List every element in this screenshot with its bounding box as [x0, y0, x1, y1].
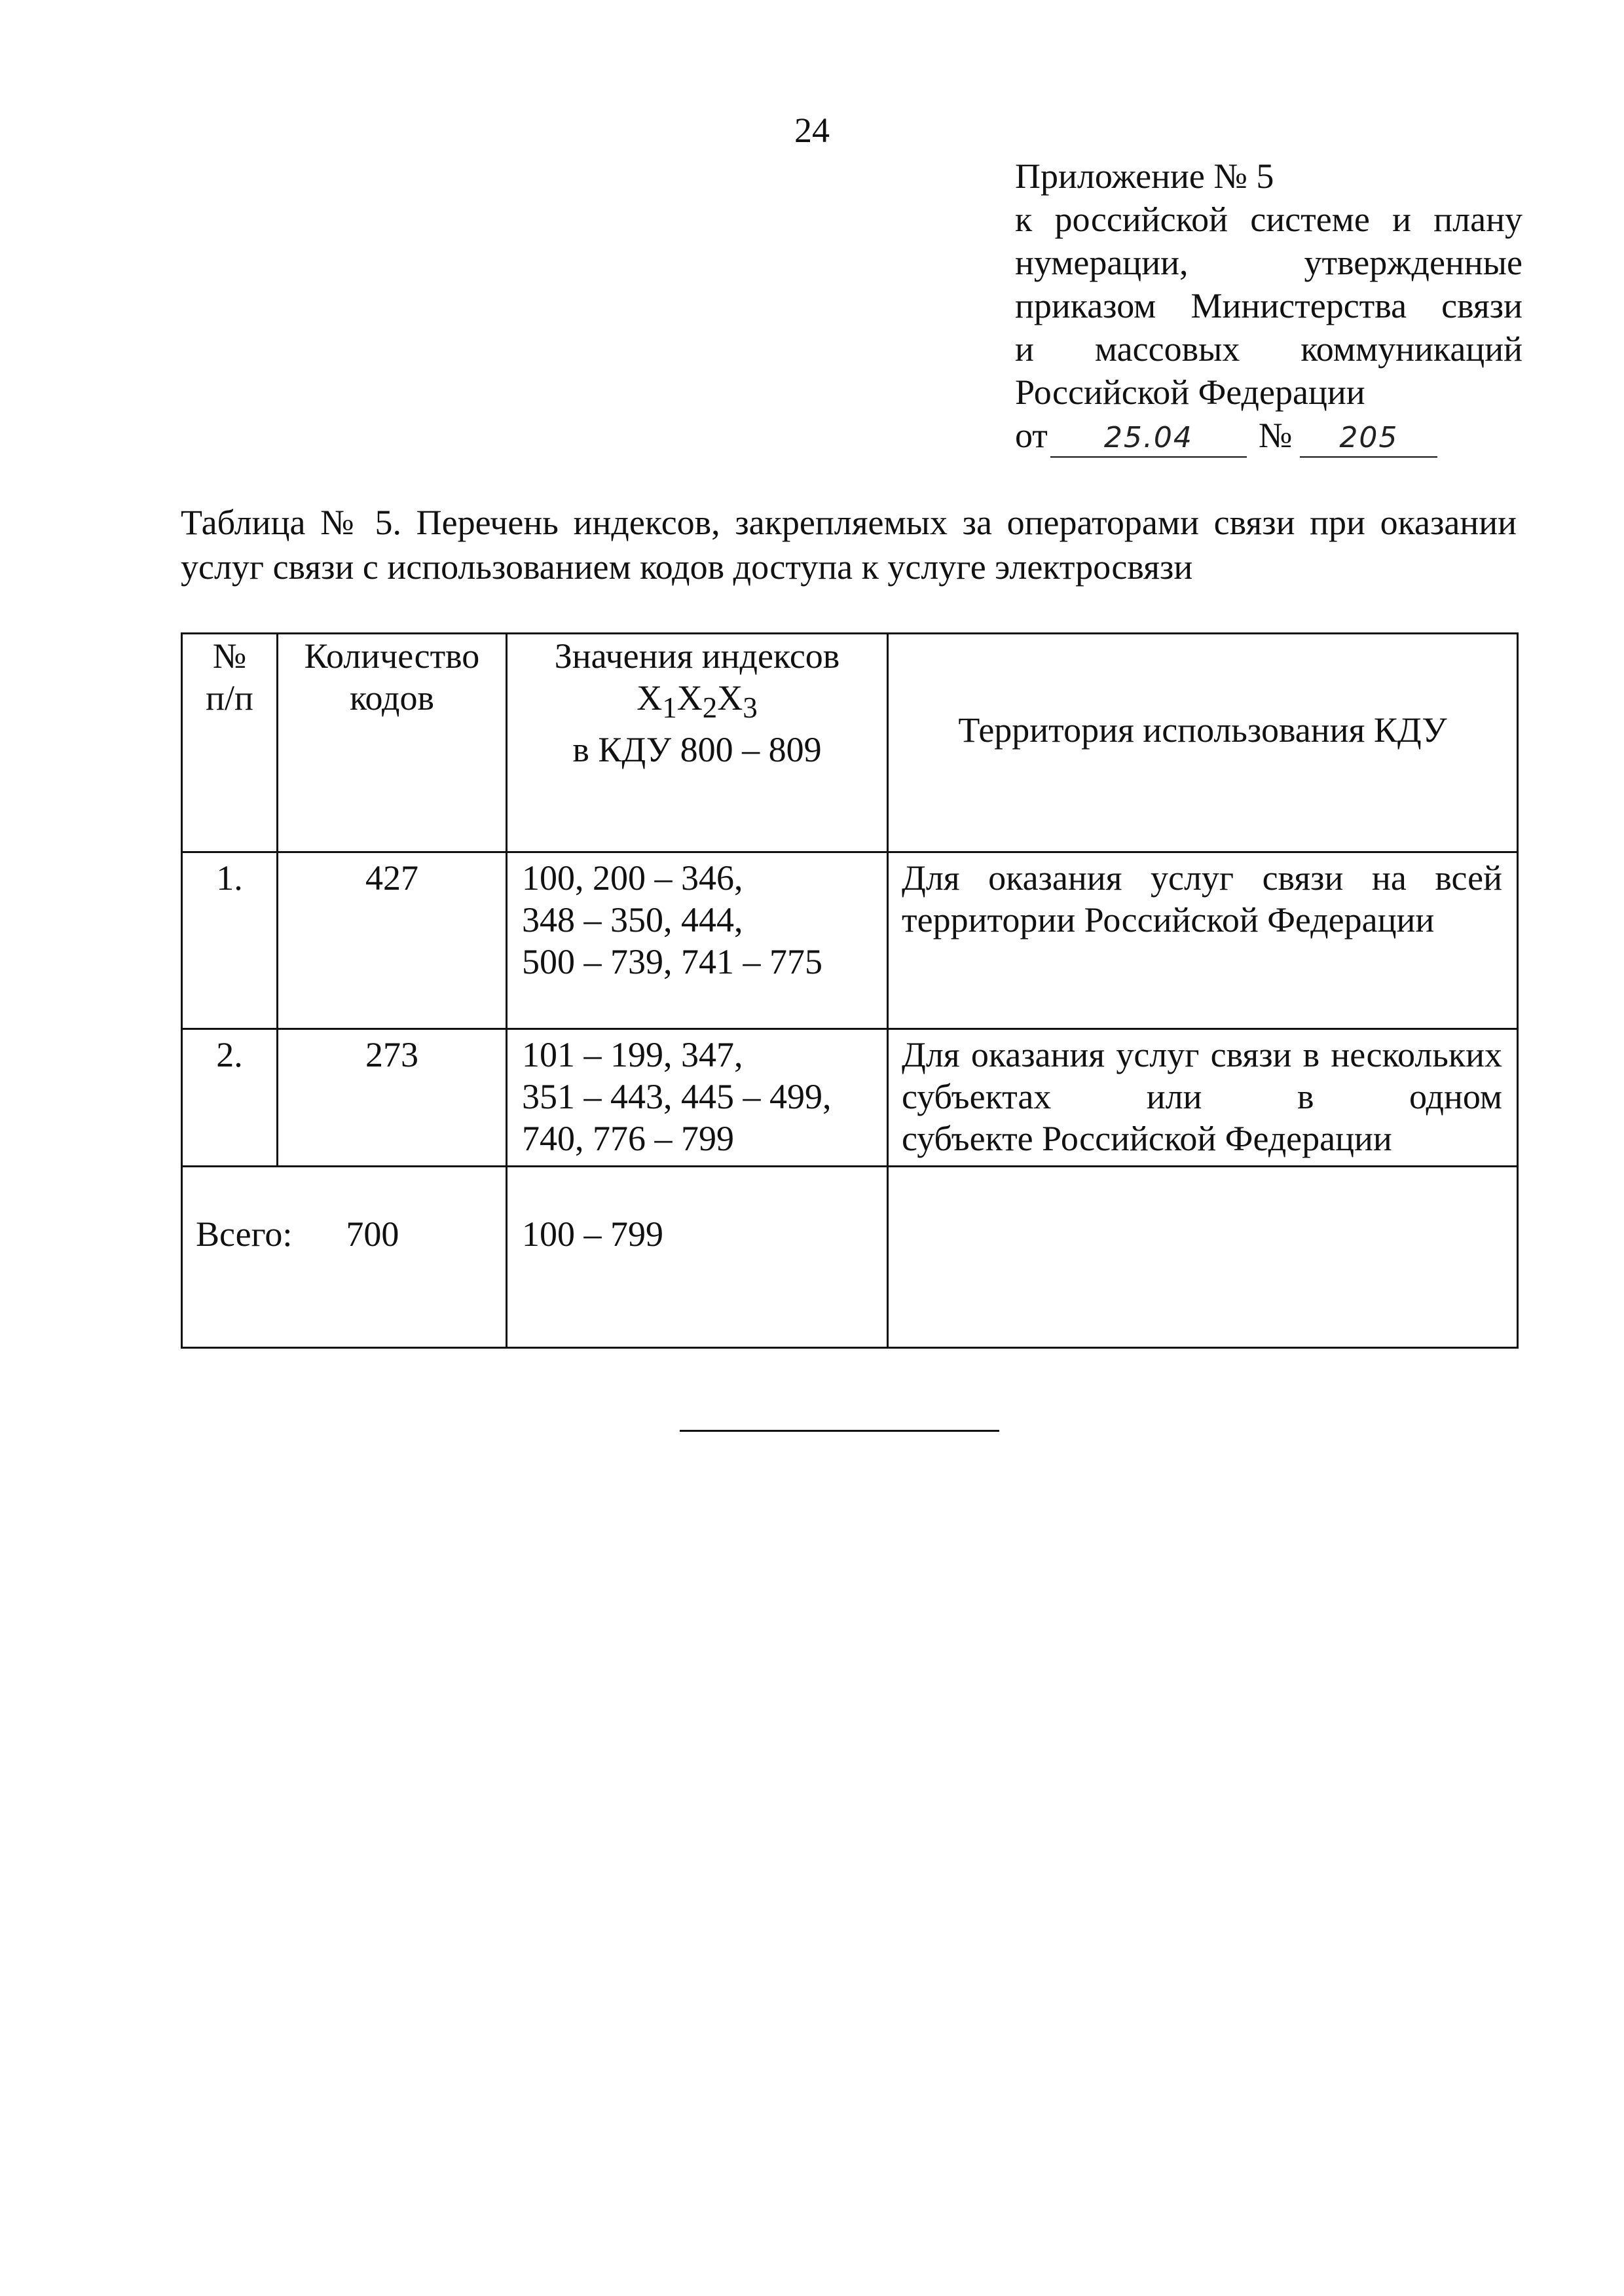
header-count-line2: кодов — [350, 678, 434, 718]
appendix-line-2: к российской системе и плану — [1015, 200, 1522, 239]
row-territory: Для оказания услуг связи на всей территории Российской Федерации — [888, 852, 1518, 1029]
header-num-line1: № — [212, 636, 247, 676]
header-values-line1: Значения индексов — [554, 636, 840, 676]
row-values: 100, 200 – 346, 348 – 350, 444, 500 – 739, 741 – 775 — [507, 852, 888, 1029]
header-values-formula: $X_1X_2X_3$ — [637, 678, 758, 724]
table-header-row — [182, 634, 1518, 852]
closing-rule — [680, 1430, 999, 1432]
appendix-line-1: Приложение № 5 — [1015, 156, 1274, 196]
row-num: 1. — [182, 852, 278, 1029]
number-sign: № — [1258, 416, 1293, 455]
total-territory-empty — [888, 1167, 1518, 1348]
header-num — [182, 634, 278, 852]
total-values: 100 – 799 — [507, 1167, 888, 1348]
header-count — [278, 634, 507, 852]
appendix-line-4: приказом Министерства связи — [1015, 286, 1522, 325]
header-values-line3: в КДУ 800 – 809 — [572, 729, 822, 769]
row-count: 273 — [278, 1029, 507, 1167]
total-cell — [182, 1167, 507, 1348]
total-label: Всего: — [196, 1214, 293, 1254]
row-values: 101 – 199, 347, 351 – 443, 445 – 499, 740, 776 – 799 — [507, 1029, 888, 1167]
row-count: 427 — [278, 852, 507, 1029]
table-row — [182, 1029, 1518, 1167]
table-total-row — [182, 1167, 1518, 1348]
header-count-line1: Количество — [304, 636, 480, 676]
handwritten-number: 205 — [1300, 420, 1437, 458]
header-values — [507, 634, 888, 852]
appendix-date-line — [1015, 414, 1522, 458]
table-title: Таблица № 5. Перечень индексов, закрепляемых за операторами связи при оказании услуг связи с использованием кодов доступа к услуге электросвязи — [181, 503, 1517, 587]
table-row — [182, 852, 1518, 1029]
date-prefix: от — [1015, 416, 1048, 455]
row-territory: Для оказания услуг связи в нескольких субъектах или в одном субъекте Российской Федерации — [888, 1029, 1518, 1167]
page-number: 24 — [794, 111, 830, 150]
total-count: 700 — [346, 1214, 399, 1254]
row-num: 2. — [182, 1029, 278, 1167]
handwritten-date: 25.04 — [1050, 420, 1247, 458]
appendix-line-3: нумерации, утвержденные — [1015, 243, 1522, 282]
index-table — [181, 632, 1519, 1349]
header-num-line2: п/п — [206, 678, 253, 718]
header-territory: Территория использования КДУ — [888, 634, 1518, 852]
appendix-line-6: Российской Федерации — [1015, 373, 1365, 412]
appendix-line-5: и массовых коммуникаций — [1015, 329, 1522, 369]
appendix-block — [1015, 155, 1522, 458]
